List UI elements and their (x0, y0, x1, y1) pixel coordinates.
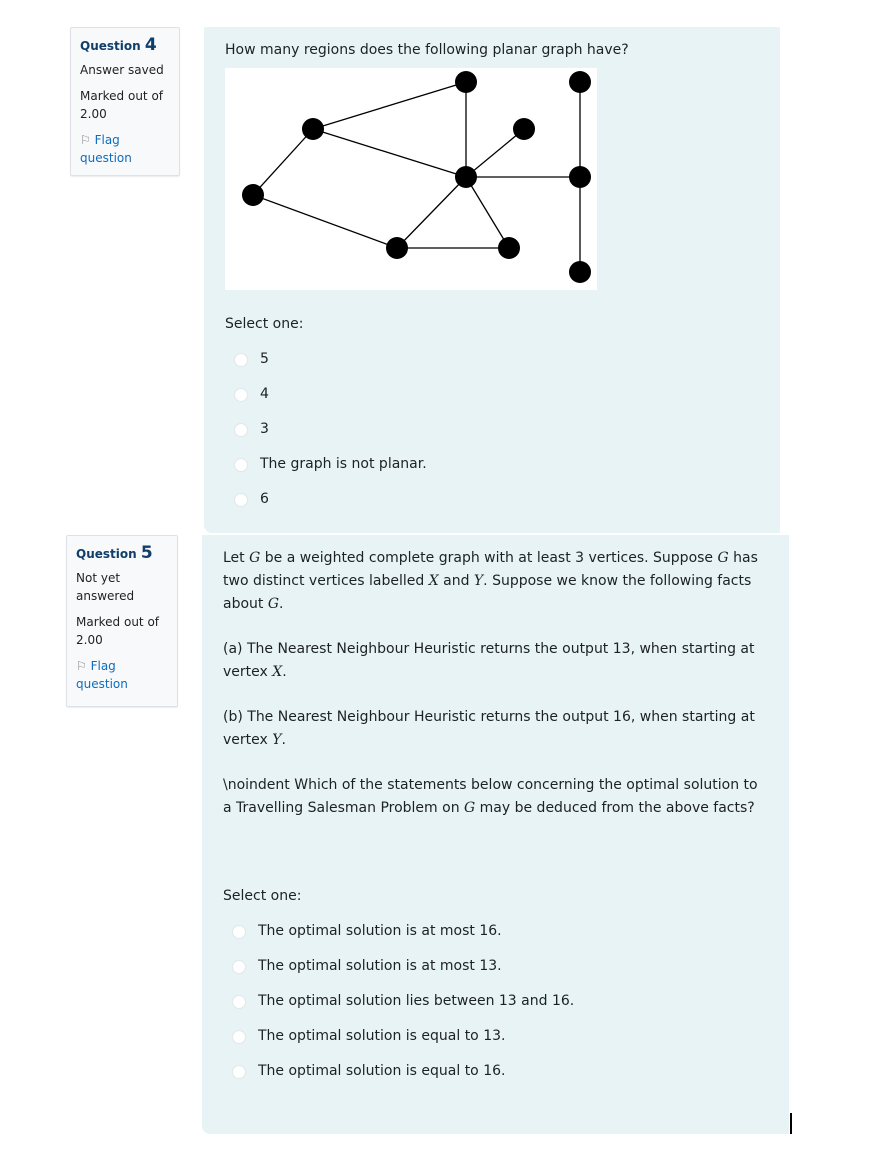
fact-a: (a) The Nearest Neighbour Heuristic returns the output 13, when starting at vertex X. (223, 641, 755, 680)
question-number: Question 4 (80, 35, 157, 55)
question-5-content (202, 535, 789, 1134)
answer-option[interactable]: 4 (225, 377, 759, 412)
flag-icon: ⚐ (80, 133, 91, 147)
answer-option[interactable]: The optimal solution is equal to 16. (223, 1054, 768, 1089)
radio-button[interactable] (232, 925, 246, 939)
radio-button[interactable] (234, 353, 248, 367)
answer-option[interactable]: The graph is not planar. (225, 447, 759, 482)
answer-option[interactable]: The optimal solution is equal to 13. (223, 1019, 768, 1054)
question-4-info (70, 27, 180, 176)
answer-option[interactable]: 3 (225, 412, 759, 447)
answer-option[interactable]: The optimal solution lies between 13 and 16. (223, 984, 768, 1019)
radio-button[interactable] (232, 960, 246, 974)
question-status: Answer saved (80, 63, 164, 77)
radio-button[interactable] (234, 493, 248, 507)
radio-button[interactable] (234, 458, 248, 472)
answer-option[interactable]: 6 (225, 482, 759, 517)
answer-options (223, 914, 768, 1089)
radio-button[interactable] (232, 1065, 246, 1079)
radio-button[interactable] (234, 388, 248, 402)
answer-option[interactable]: The optimal solution is at most 13. (223, 949, 768, 984)
question-mark: Marked out of 2.00 (80, 89, 164, 121)
question-prompt: \noindent Which of the statements below concerning the optimal solution to a Travelling Salesman Problem on G may be deduced from the above facts? (223, 777, 758, 816)
text-cursor (790, 1113, 792, 1134)
question-mark: Marked out of 2.00 (76, 615, 160, 647)
question-text: Let G be a weighted complete graph with at least 3 vertices. Suppose G has two distinct vertices labelled X and Y. Suppose we know the following facts about G. (223, 550, 758, 612)
radio-button[interactable] (232, 995, 246, 1009)
flag-icon: ⚐ (76, 659, 87, 673)
flag-question-link[interactable]: ⚐ Flag question (80, 133, 132, 165)
answer-option[interactable]: The optimal solution is at most 16. (223, 914, 768, 949)
question-4-content (204, 27, 780, 533)
radio-button[interactable] (232, 1030, 246, 1044)
flag-question-link[interactable]: ⚐ Flag question (76, 659, 128, 691)
planar-graph-image (225, 68, 597, 290)
select-one-label: Select one: (225, 316, 304, 332)
select-one-label: Select one: (223, 888, 302, 904)
fact-b: (b) The Nearest Neighbour Heuristic returns the output 16, when starting at vertex Y. (223, 709, 755, 748)
question-text: How many regions does the following planar graph have? (225, 42, 629, 58)
question-5-info (66, 535, 178, 707)
radio-button[interactable] (234, 423, 248, 437)
question-number: Question 5 (76, 543, 153, 563)
answer-option[interactable]: 5 (225, 342, 759, 377)
answer-options (225, 342, 759, 517)
question-status: Not yet answered (76, 571, 135, 603)
